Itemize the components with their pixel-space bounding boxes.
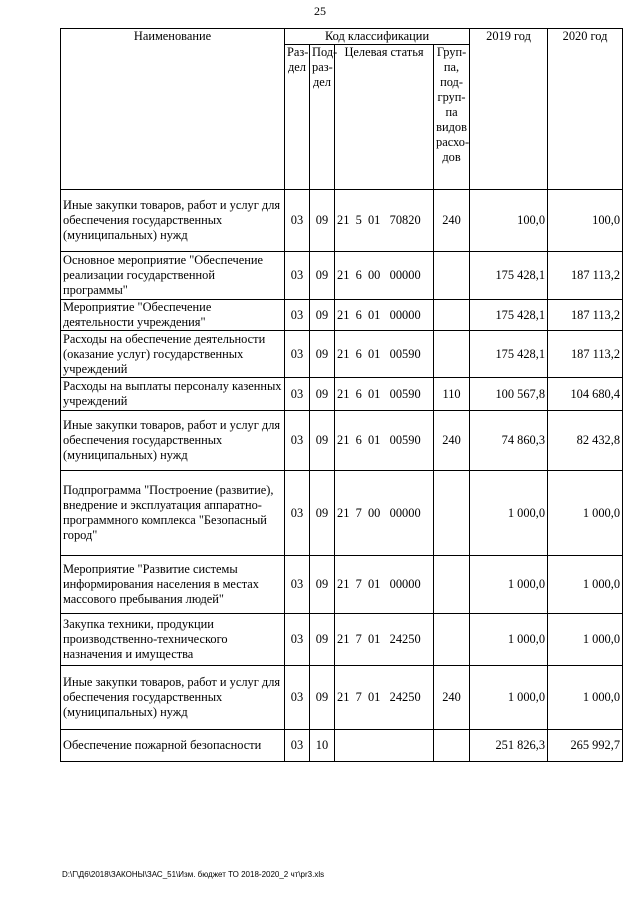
- row-subsection: 09: [310, 666, 335, 730]
- table-row: [61, 300, 623, 331]
- row-subsection: 09: [310, 190, 335, 252]
- row-amount-2019: 1 000,0: [470, 666, 548, 730]
- row-target-article: 21 6 00 00000: [335, 252, 434, 300]
- row-section: 03: [285, 556, 310, 614]
- row-target-article: 21 6 01 00590: [335, 331, 434, 378]
- row-amount-2020: 1 000,0: [548, 614, 623, 666]
- header-year-2019: 2019 год: [470, 29, 548, 190]
- row-section: 03: [285, 300, 310, 331]
- header-subsection: Под- раз- дел: [310, 45, 335, 190]
- table-row: [61, 252, 623, 300]
- row-subsection: 09: [310, 614, 335, 666]
- row-expense-type: [434, 252, 470, 300]
- row-amount-2020: 265 992,7: [548, 730, 623, 762]
- row-expense-type: [434, 614, 470, 666]
- row-subsection: 09: [310, 300, 335, 331]
- row-target-article: 21 7 01 24250: [335, 614, 434, 666]
- file-path-footer: D:\Г\Д6\2018\ЗАКОНЫ\ЗАС_51\Изм. бюджет ТО 2018-2020_2 чт\pr3.xls: [62, 870, 325, 879]
- row-amount-2020: 1 000,0: [548, 666, 623, 730]
- row-target-article: [335, 730, 434, 762]
- row-amount-2020: 104 680,4: [548, 378, 623, 411]
- row-target-article: 21 5 01 70820: [335, 190, 434, 252]
- table-row: [61, 730, 623, 762]
- row-amount-2020: 187 113,2: [548, 252, 623, 300]
- row-section: 03: [285, 666, 310, 730]
- table-row: [61, 190, 623, 252]
- row-subsection: 10: [310, 730, 335, 762]
- row-amount-2019: 100,0: [470, 190, 548, 252]
- header-expense-type: Груп- па, под- груп- па видов расхо- дов: [434, 45, 470, 190]
- row-name: Мероприятие "Развитие системы информирования населения в местах массового пребывания людей": [61, 556, 285, 614]
- page-number: 25: [314, 4, 326, 18]
- table-row: [61, 411, 623, 471]
- row-name: Иные закупки товаров, работ и услуг для обеспечения государственных (муниципальных) нужд: [61, 666, 285, 730]
- row-amount-2020: 187 113,2: [548, 331, 623, 378]
- row-amount-2019: 100 567,8: [470, 378, 548, 411]
- row-section: 03: [285, 190, 310, 252]
- row-section: 03: [285, 252, 310, 300]
- table-row: [61, 556, 623, 614]
- row-amount-2019: 74 860,3: [470, 411, 548, 471]
- header-section: Раз- дел: [285, 45, 310, 190]
- table-row: [61, 614, 623, 666]
- row-amount-2020: 187 113,2: [548, 300, 623, 331]
- row-target-article: 21 7 01 24250: [335, 666, 434, 730]
- row-name: Иные закупки товаров, работ и услуг для обеспечения государственных (муниципальных) нужд: [61, 190, 285, 252]
- header-target: Целевая статья: [335, 45, 434, 190]
- row-expense-type: 240: [434, 411, 470, 471]
- row-name: Мероприятие "Обеспечение деятельности учреждения": [61, 300, 285, 331]
- row-amount-2019: 175 428,1: [470, 331, 548, 378]
- table-row: [61, 378, 623, 411]
- header-year-2020: 2020 год: [548, 29, 623, 190]
- row-section: 03: [285, 411, 310, 471]
- row-subsection: 09: [310, 378, 335, 411]
- header-code-group: Код классификации: [285, 29, 470, 45]
- row-expense-type: 240: [434, 666, 470, 730]
- row-target-article: 21 6 01 00590: [335, 411, 434, 471]
- row-expense-type: [434, 730, 470, 762]
- row-amount-2020: 1 000,0: [548, 556, 623, 614]
- row-amount-2019: 175 428,1: [470, 252, 548, 300]
- row-name: Основное мероприятие "Обеспечение реализации государственной программы": [61, 252, 285, 300]
- table-row: [61, 471, 623, 556]
- row-target-article: 21 7 01 00000: [335, 556, 434, 614]
- row-expense-type: [434, 331, 470, 378]
- row-section: 03: [285, 471, 310, 556]
- row-name: Закупка техники, продукции производственно-технического назначения и имущества: [61, 614, 285, 666]
- row-subsection: 09: [310, 556, 335, 614]
- row-amount-2020: 100,0: [548, 190, 623, 252]
- row-expense-type: [434, 300, 470, 331]
- row-section: 03: [285, 331, 310, 378]
- row-name: Расходы на выплаты персоналу казенных учреждений: [61, 378, 285, 411]
- row-section: 03: [285, 614, 310, 666]
- row-amount-2019: 1 000,0: [470, 614, 548, 666]
- header-name: Наименование: [61, 29, 285, 190]
- row-amount-2019: 1 000,0: [470, 471, 548, 556]
- row-amount-2020: 1 000,0: [548, 471, 623, 556]
- row-name: Подпрограмма "Построение (развитие), внедрение и эксплуатация аппаратно-программного комплекса "Безопасный город": [61, 471, 285, 556]
- row-expense-type: 240: [434, 190, 470, 252]
- row-amount-2019: 175 428,1: [470, 300, 548, 331]
- row-target-article: 21 7 00 00000: [335, 471, 434, 556]
- row-subsection: 09: [310, 411, 335, 471]
- table-row: [61, 666, 623, 730]
- row-expense-type: 110: [434, 378, 470, 411]
- row-subsection: 09: [310, 252, 335, 300]
- row-name: Обеспечение пожарной безопасности: [61, 730, 285, 762]
- row-section: 03: [285, 730, 310, 762]
- row-target-article: 21 6 01 00590: [335, 378, 434, 411]
- row-amount-2019: 251 826,3: [470, 730, 548, 762]
- row-expense-type: [434, 556, 470, 614]
- row-target-article: 21 6 01 00000: [335, 300, 434, 331]
- row-amount-2019: 1 000,0: [470, 556, 548, 614]
- table-row: [61, 331, 623, 378]
- row-amount-2020: 82 432,8: [548, 411, 623, 471]
- budget-table: [60, 28, 623, 762]
- row-name: Иные закупки товаров, работ и услуг для обеспечения государственных (муниципальных) нужд: [61, 411, 285, 471]
- row-section: 03: [285, 378, 310, 411]
- row-expense-type: [434, 471, 470, 556]
- row-subsection: 09: [310, 471, 335, 556]
- row-subsection: 09: [310, 331, 335, 378]
- row-name: Расходы на обеспечение деятельности (оказание услуг) государственных учреждений: [61, 331, 285, 378]
